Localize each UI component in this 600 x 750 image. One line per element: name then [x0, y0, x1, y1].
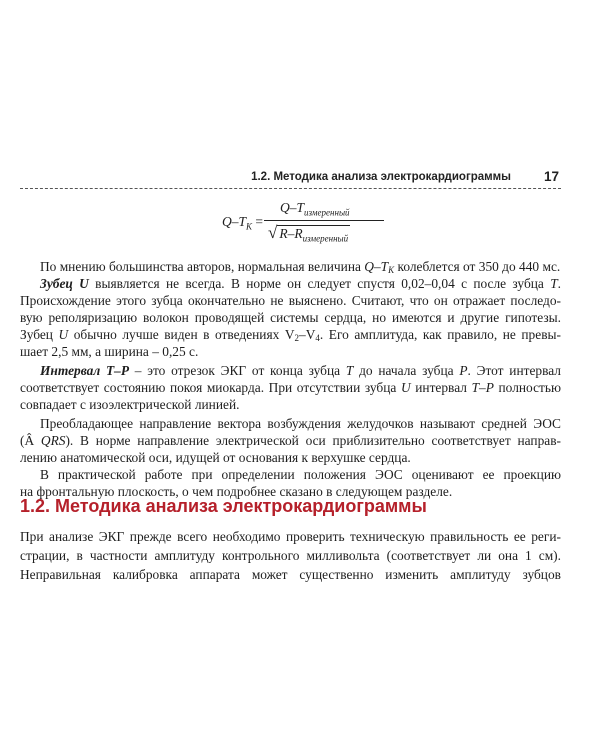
sqrt-radicand: [277, 225, 350, 244]
text-run: (Â: [20, 433, 41, 448]
paragraph-tp-line-2: [20, 379, 561, 396]
text-run: до начала зубца: [353, 363, 460, 378]
formula-denominator: [268, 223, 350, 244]
qt-corrected-formula: [222, 200, 422, 246]
text-run: –V: [299, 327, 316, 342]
section-text-line-1: При анализе ЭКГ прежде всего необходимо проверить техническую правильность ее реги-: [20, 529, 561, 544]
term-u-wave: Зубец U: [40, 276, 89, 291]
symbol-qrs: QRS: [40, 433, 66, 448]
text-run: ). В норме направление электрической оси приблизительно соответствует направ-: [65, 433, 561, 448]
paragraph-eos-line-1: Преобладающее направление вектора возбуждения желудочков называют средней ЭОС: [40, 416, 561, 431]
paragraph-u-wave-line-5: шает 2,5 мм, а ширина – 0,25 с.: [20, 344, 199, 359]
formula-equals: =: [255, 214, 264, 229]
paragraph-eos-line-2: [20, 432, 561, 449]
symbol-p: P: [459, 363, 468, 378]
formula-lhs: [222, 214, 263, 232]
formula-lhs-sub: K: [246, 221, 253, 232]
formula-den-main: R–R: [279, 226, 303, 241]
symbol-u: U: [58, 327, 69, 342]
paragraph-u-wave-line-2: Происхождение этого зубца окончательно не выяснено. Считают, что он отражает последо-: [20, 293, 561, 308]
text-run: – это отрезок ЭКГ от конца зубца: [129, 363, 346, 378]
symbol-t: T: [345, 363, 354, 378]
section-text-line-2: страции, в частности амплитуду контрольного милливольта (соответствует ли она 1 см).: [20, 548, 561, 563]
text-run: .: [557, 276, 561, 291]
page-number: 17: [543, 169, 559, 184]
symbol-qt: Q–T: [364, 259, 389, 274]
text-run: полностью: [493, 380, 561, 395]
paragraph-tp-line-1: [20, 362, 561, 379]
formula-den-sub: измеренный: [302, 233, 349, 244]
symbol-k: K: [388, 265, 395, 275]
symbol-t: T: [550, 276, 558, 291]
paragraph-practice-line-1: В практической работе при определении положения ЭОС оценивают ее проекцию: [40, 467, 561, 482]
formula-num-sub: измеренный: [304, 207, 350, 218]
text-run: колеблется от 350 до 440 мс.: [394, 259, 561, 274]
section-text-line-3: Неправильная калибровка аппарата может существенно изменить амплитуду зубцов: [20, 567, 561, 582]
paragraph-practice-line-2: на фронтальную плоскость, о чем подробнее сказано в следующем разделе.: [20, 484, 453, 499]
text-run: . Этот интервал: [467, 363, 561, 378]
symbol-u: U: [400, 380, 411, 395]
formula-num-main: Q–T: [280, 200, 305, 215]
term-tp-interval: Интервал T–P: [40, 363, 130, 378]
subscript: 2: [294, 333, 300, 343]
text-run: По мнению большинства авторов, нормальная величина: [40, 259, 365, 274]
sqrt-sign: √: [268, 223, 278, 242]
paragraph-eos-line-3: лению анатомической оси, идущей от основания к верхушке сердца.: [20, 450, 411, 465]
paragraph-u-wave-line-3: вую реполяризацию волокон проводящей системы сердца, но имеются и другие гипотезы.: [20, 310, 561, 325]
subscript: 4: [315, 333, 320, 343]
formula-numerator: [280, 200, 350, 218]
running-header: [20, 166, 561, 189]
text-run: интервал: [410, 380, 472, 395]
paragraph-u-wave-line-1: [20, 275, 561, 292]
formula-fraction-bar: [264, 220, 384, 221]
text-run: . Его амплитуда, как правило, не превы-: [319, 327, 561, 342]
text-run: обычно лучше виден в отведениях V: [68, 327, 295, 342]
formula-lhs-main: Q–T: [222, 214, 247, 229]
text-run: выявляется не всегда. В норме он следует спустя 0,02–0,04 с после зубца: [88, 276, 551, 291]
text-run: Зубец: [20, 327, 59, 342]
text-run: соответствует состоянию покоя миокарда. При отсутствии зубца: [20, 380, 401, 395]
section-heading: 1.2. Методика анализа электрокардиограммы: [20, 496, 427, 516]
running-title: 1.2. Методика анализа электрокардиограммы: [251, 171, 511, 183]
paragraph-tp-line-3: совпадает с изоэлектрической линией.: [20, 397, 240, 412]
symbol-tp: T–P: [471, 380, 494, 395]
